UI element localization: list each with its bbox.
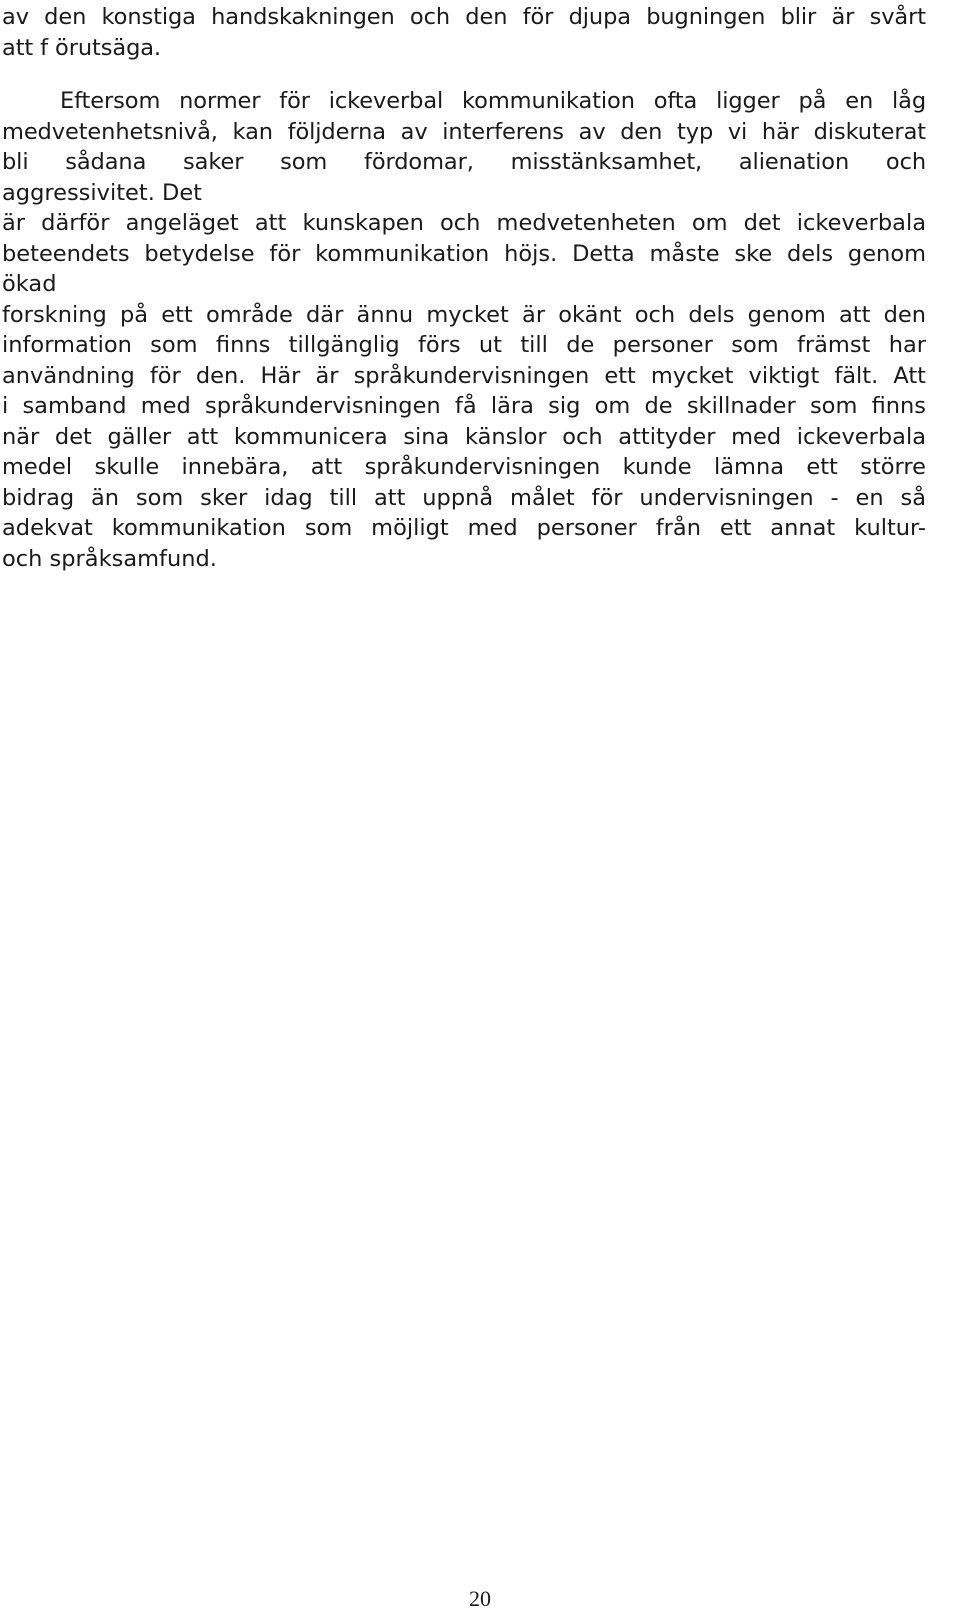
text-line: användning för den. Här är språkundervisningen ett mycket viktigt fält. Att <box>2 362 926 389</box>
text-line: när det gäller att kommunicera sina känslor och attityder med ickeverbala <box>2 423 926 450</box>
page-number: 20 <box>469 1586 491 1611</box>
text-line: är därför angeläget att kunskapen och medvetenheten om det ickeverbala <box>2 210 926 236</box>
text-line: aggressivitet. Det <box>2 179 202 206</box>
text-line: i samband med språkundervisningen få lära sig om de skillnader som finns <box>2 393 926 419</box>
text-line: att f örutsäga. <box>2 34 161 61</box>
text-line: medel skulle innebära, att språkundervisningen kunde lämna ett större <box>2 454 926 480</box>
text-line: av den konstiga handskakningen och den för djupa bugningen blir är svårt <box>2 4 926 30</box>
text-line: information som finns tillgänglig förs ut till de personer som främst har <box>2 332 926 358</box>
text-line: Eftersom normer för ickeverbal kommunikation ofta ligger på en låg <box>60 88 926 114</box>
text-line: bli sådana saker som fördomar, misstänksamhet, alienation och <box>2 149 926 175</box>
text-line: adekvat kommunikation som möjligt med personer från ett annat kultur- <box>2 515 926 541</box>
text-line: medvetenhetsnivå, kan följderna av interferens av den typ vi här diskuterat <box>2 118 926 145</box>
carryover-text <box>2 2 926 63</box>
text-line: forskning på ett område där ännu mycket är okänt och dels genom att den <box>2 301 926 328</box>
body-paragraph <box>2 86 926 574</box>
text-line: bidrag än som sker idag till att uppnå målet för undervisningen - en så <box>2 484 926 511</box>
text-line: beteendets betydelse för kommunikation höjs. Detta måste ske dels genom <box>2 240 926 267</box>
text-line: ökad <box>2 271 57 297</box>
text-line: och språksamfund. <box>2 545 217 572</box>
